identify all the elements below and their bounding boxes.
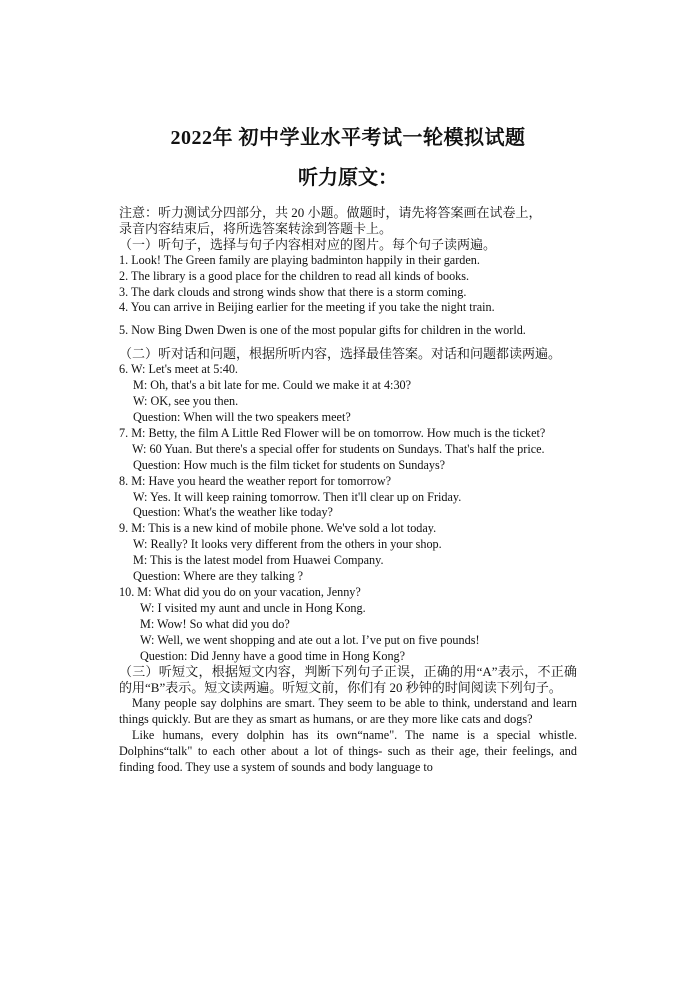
dialogue-question: Question: What's the weather like today? xyxy=(133,505,333,520)
dialogue-line: W: 60 Yuan. But there's a special offer for students on Sundays. That's half the price. xyxy=(132,441,545,456)
dialogue-question: Question: Where are they talking ? xyxy=(133,569,303,584)
dialogue-question: Question: When will the two speakers meet? xyxy=(133,409,351,424)
section-heading-3: （三）听短文，根据短文内容，判断下列句子正误，正确的用“A”表示，不正确的用“B”表示。短文读两遍。听短文前，你们有 20 秒钟的时间阅读下列句子。 xyxy=(119,664,577,696)
list-item: 2. The library is a good place for the children to read all kinds of books. xyxy=(119,268,470,283)
dialogue-line: W: Well, we went shopping and ate out a lot. I’ve put on five pounds! xyxy=(140,632,480,647)
list-item: 1. Look! The Green family are playing badminton happily in their garden. xyxy=(119,252,480,267)
dialogue-line: 6. W: Let's meet at 5:40. xyxy=(119,362,238,377)
dialogue-question: Question: Did Jenny have a good time in Hong Kong? xyxy=(140,648,406,663)
passage-paragraph: Many people say dolphins are smart. They seem to be able to think, understand and learn things quickly. But are they as smart as humans, or are they more like cats and dogs? xyxy=(119,696,577,727)
page-subtitle: 听力原文： xyxy=(298,167,398,189)
dialogue-line: 7. M: Betty, the film A Little Red Flower will be on tomorrow. How much is the ticket? xyxy=(119,425,546,440)
dialogue-question: Question: How much is the film ticket for students on Sundays? xyxy=(133,457,446,472)
dialogue-line: W: I visited my aunt and uncle in Hong Kong. xyxy=(140,600,366,615)
note-line: 注意：听力测试分四部分，共 20 小题。做题时，请先将答案画在试卷上， xyxy=(119,205,542,220)
section-heading-2: （二）听对话和问题，根据所听内容，选择最佳答案。对话和问题都读两遍。 xyxy=(119,346,562,362)
list-item: 3. The dark clouds and strong winds show that there is a storm coming. xyxy=(119,284,467,299)
note-line: 录音内容结束后，将所选答案转涂到答题卡上。 xyxy=(119,220,393,236)
dialogue-line: M: This is the latest model from Huawei Company. xyxy=(133,553,384,568)
dialogue-line: 8. M: Have you heard the weather report for tomorrow? xyxy=(119,473,392,488)
page-title: 2022年 初中学业水平考试一轮模拟试题 xyxy=(170,127,526,149)
dialogue-line: W: Yes. It will keep raining tomorrow. Then it'll clear up on Friday. xyxy=(133,489,462,504)
dialogue-line: M: Wow! So what did you do? xyxy=(140,616,290,631)
dialogue-line: M: Oh, that's a bit late for me. Could we make it at 4:30? xyxy=(133,378,412,393)
dialogue-line: 10. M: What did you do on your vacation, Jenny? xyxy=(119,584,361,599)
dialogue-line: 9. M: This is a new kind of mobile phone. We've sold a lot today. xyxy=(119,521,437,536)
dialogue-line: W: Really? It looks very different from the others in your shop. xyxy=(133,537,442,552)
section-heading-1: （一）听句子，选择与句子内容相对应的图片。每个句子读两遍。 xyxy=(119,236,497,252)
list-item: 4. You can arrive in Beijing earlier for the meeting if you take the night train. xyxy=(119,300,495,315)
passage-paragraph: Like humans, every dolphin has its own“name". The name is a special whistle. Dolphins“talk" to each other about a lot of things- such as their age, their feelings, and finding food. They use a system of sounds and body language to xyxy=(119,728,577,774)
document-body xyxy=(119,205,577,776)
list-item: 5. Now Bing Dwen Dwen is one of the most popular gifts for children in the world. xyxy=(119,323,526,338)
dialogue-line: W: OK, see you then. xyxy=(133,394,239,409)
